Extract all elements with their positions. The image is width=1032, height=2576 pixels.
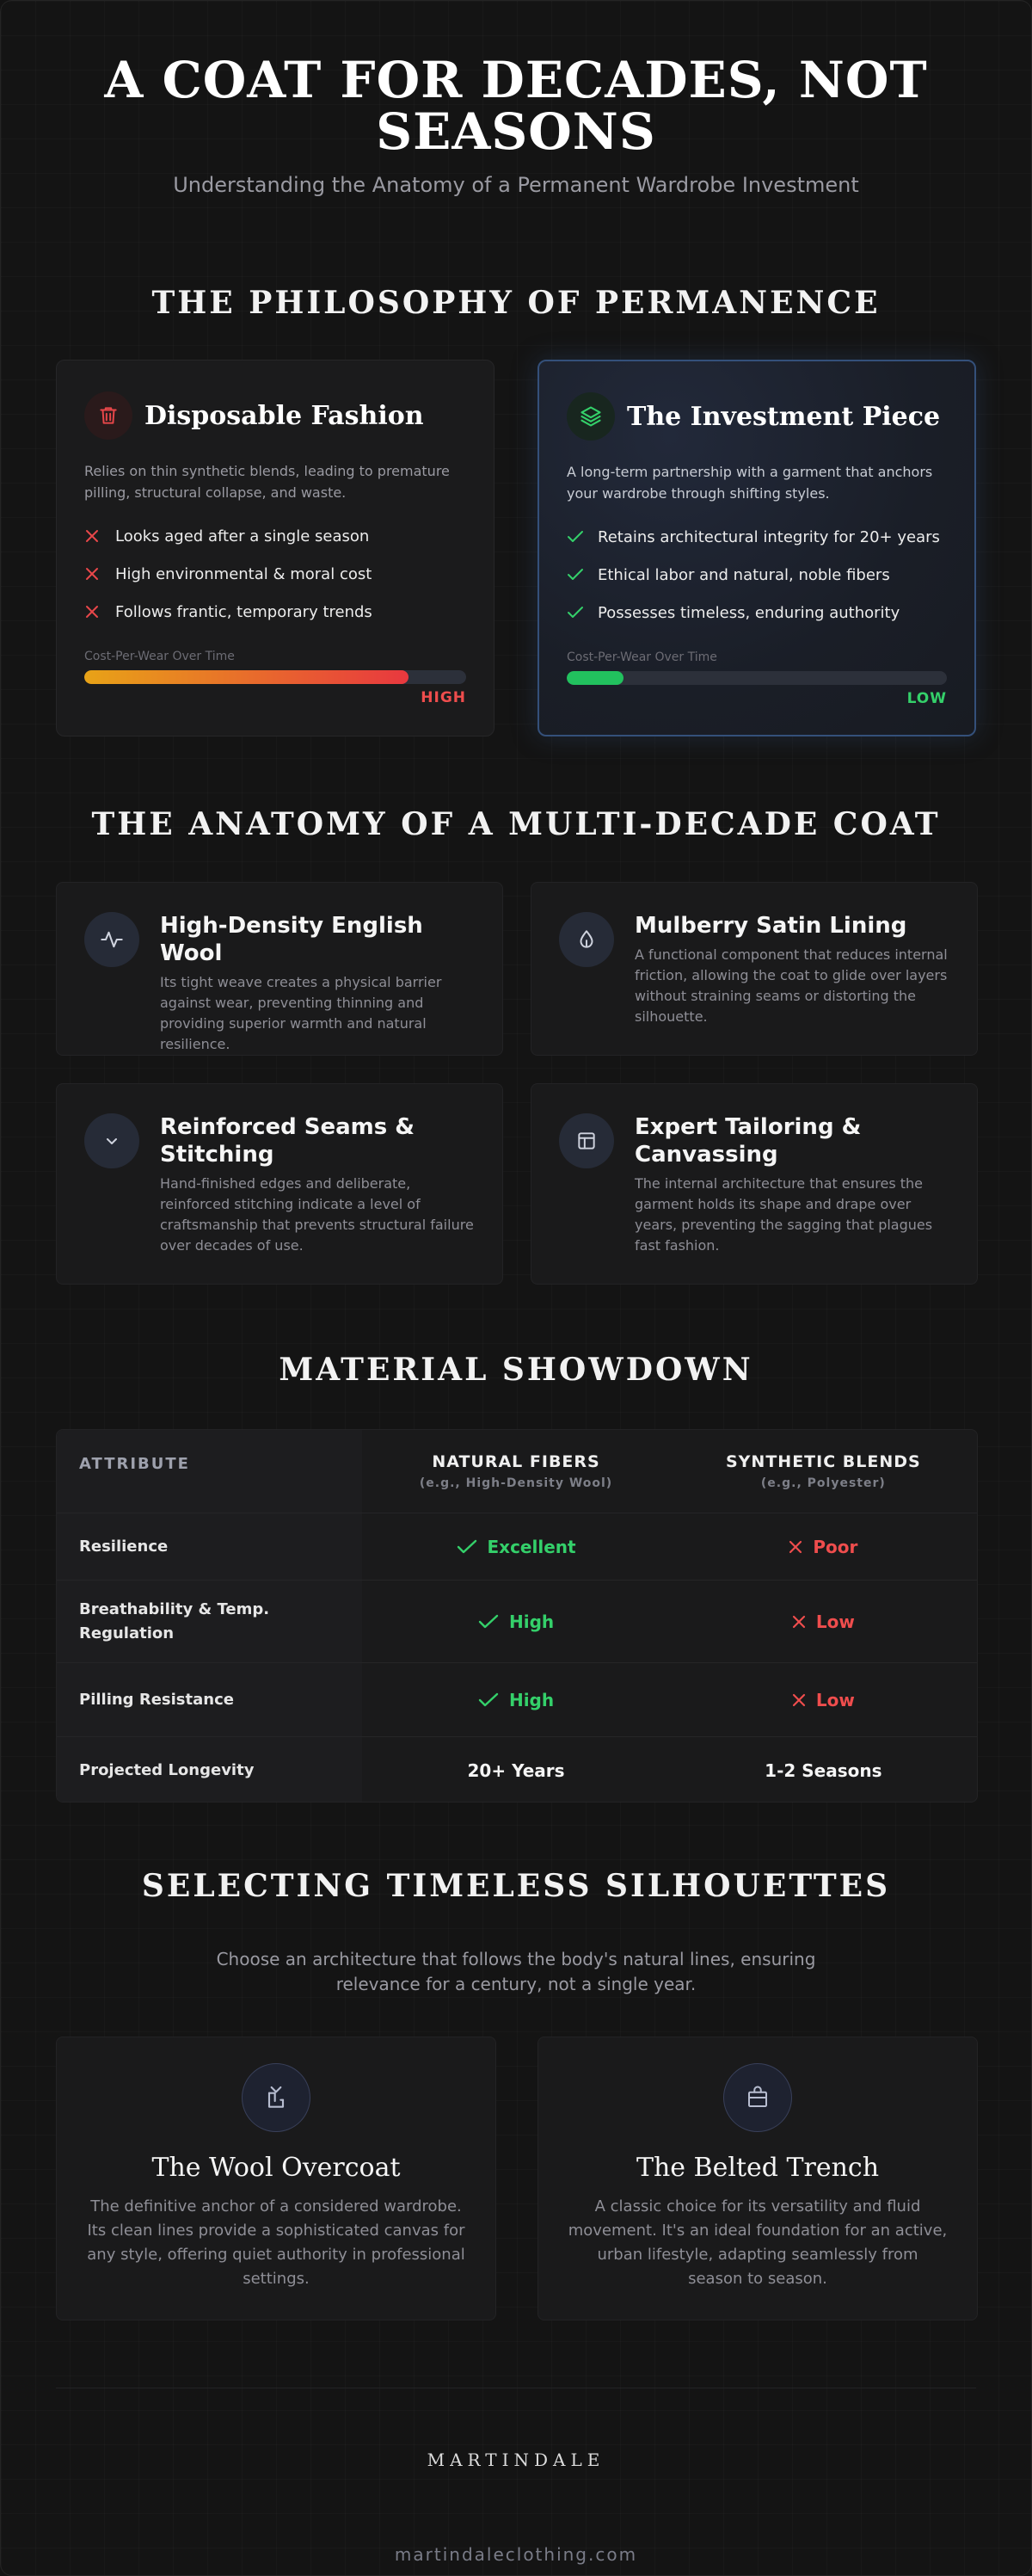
- list-item: Looks aged after a single season: [84, 517, 466, 555]
- coat-icon: [242, 2063, 310, 2132]
- x-icon: [792, 1615, 806, 1629]
- table-row: Projected Longevity 20+ Years 1-2 Seasons: [57, 1736, 977, 1803]
- showdown-section-title: MATERIAL SHOWDOWN: [279, 1352, 753, 1388]
- natural-value: High: [508, 1611, 555, 1632]
- check-icon: [457, 1539, 477, 1555]
- anatomy-section-title: THE ANATOMY OF A MULTI-DECADE COAT: [91, 806, 941, 842]
- synthetic-value: Low: [815, 1611, 855, 1632]
- card-description: A long-term partnership with a garment that anchors your wardrobe through shifting styles.: [567, 464, 933, 502]
- synthetic-value: Low: [815, 1689, 855, 1710]
- meter-label: Cost-Per-Wear Over Time: [84, 650, 235, 663]
- layers-icon: [567, 392, 615, 441]
- investment-piece-card: [538, 360, 976, 736]
- anatomy-card-wool: [56, 882, 503, 1056]
- meter-value: HIGH: [421, 689, 466, 706]
- list-item: Retains architectural integrity for 20+ years: [567, 518, 947, 556]
- natural-value: Excellent: [487, 1536, 576, 1557]
- anatomy-title: High-Density English Wool: [160, 913, 423, 966]
- cost-per-wear-meter: [84, 670, 466, 684]
- meter-label: Cost-Per-Wear Over Time: [567, 650, 717, 664]
- silhouette-title: The Wool Overcoat: [151, 2153, 401, 2183]
- pulse-icon: [84, 912, 139, 967]
- silhouette-card-overcoat: [56, 2037, 496, 2320]
- anatomy-card-seams: [56, 1083, 503, 1285]
- page-title: A COAT FOR DECADES, NOT SEASONS: [104, 51, 928, 161]
- silhouettes-intro: Choose an architecture that follows the body's natural lines, ensuring relevance for a century, not a single year.: [216, 1949, 816, 1994]
- card-title: Disposable Fashion: [144, 400, 424, 431]
- card-description: Relies on thin synthetic blends, leading to premature pilling, structural collapse, and waste.: [84, 463, 450, 501]
- silhouette-title: The Belted Trench: [636, 2153, 880, 2183]
- list-item: High environmental & moral cost: [84, 555, 466, 593]
- material-comparison-table: [56, 1429, 978, 1803]
- header-synthetic: SYNTHETIC BLENDS (e.g., Polyester): [725, 1452, 921, 1490]
- anatomy-card-lining: [531, 882, 978, 1056]
- meter-value: LOW: [906, 690, 947, 707]
- silhouette-card-trench: [538, 2037, 978, 2320]
- chevron-down-icon: [84, 1113, 139, 1168]
- anatomy-card-tailoring: [531, 1083, 978, 1285]
- x-icon: [84, 566, 115, 582]
- table-row: Pilling Resistance High Low: [57, 1662, 977, 1736]
- anatomy-description: The internal architecture that ensures the garment holds its shape and drape over years, preventing the sagging that plagues fast fashion.: [635, 1175, 933, 1254]
- header-natural: NATURAL FIBERS (e.g., High-Density Wool): [419, 1452, 613, 1490]
- card-title: The Investment Piece: [627, 401, 941, 432]
- x-icon: [792, 1693, 806, 1707]
- check-icon: [478, 1692, 499, 1708]
- page-subtitle: Understanding the Anatomy of a Permanent Wardrobe Investment: [173, 173, 859, 197]
- meter-fill: [567, 671, 624, 685]
- check-icon: [567, 530, 598, 544]
- anatomy-title: Mulberry Satin Lining: [635, 913, 907, 939]
- synthetic-value: 1-2 Seasons: [765, 1759, 882, 1781]
- philosophy-section-title: THE PHILOSOPHY OF PERMANENCE: [151, 285, 881, 321]
- cost-per-wear-meter: [567, 671, 947, 685]
- layout-icon: [559, 1113, 614, 1168]
- list-item: Possesses timeless, enduring authority: [567, 594, 947, 632]
- check-icon: [567, 606, 598, 619]
- droplet-icon: [559, 912, 614, 967]
- check-icon: [478, 1614, 499, 1630]
- x-icon: [84, 604, 115, 619]
- table-row: Breathability & Temp. Regulation High Low: [57, 1580, 977, 1662]
- meter-fill: [84, 670, 408, 684]
- natural-value: 20+ Years: [467, 1759, 565, 1781]
- anatomy-description: A functional component that reduces internal friction, allowing the coat to glide over layers without straining seams or distorting the silhouette.: [635, 946, 948, 1025]
- synthetic-value: Poor: [813, 1536, 858, 1557]
- x-icon: [84, 528, 115, 544]
- list-item: Follows frantic, temporary trends: [84, 593, 466, 631]
- anatomy-description: Hand-finished edges and deliberate, reinforced stitching indicate a level of craftsmanship that prevents structural failure over decades of use.: [160, 1175, 474, 1254]
- anatomy-title: Expert Tailoring & Canvassing: [635, 1114, 862, 1168]
- silhouette-description: A classic choice for its versatility and fluid movement. It's an ideal foundation for an active, urban lifestyle, adapting seamlessly from season to season.: [568, 2197, 948, 2288]
- investment-points-list: [567, 518, 947, 632]
- natural-value: High: [508, 1689, 555, 1710]
- website-link[interactable]: martindaleclothing.com: [394, 2544, 638, 2565]
- list-item: Ethical labor and natural, noble fibers: [567, 556, 947, 594]
- anatomy-title: Reinforced Seams & Stitching: [160, 1114, 415, 1168]
- table-header-row: [57, 1430, 977, 1513]
- brand-name: MARTINDALE: [427, 2450, 605, 2470]
- trash-icon: [84, 391, 132, 440]
- silhouette-description: The definitive anchor of a considered wardrobe. Its clean lines provide a sophisticated canvas for any style, offering quiet authority in professional settings.: [87, 2197, 465, 2288]
- silhouettes-section-title: SELECTING TIMELESS SILHOUETTES: [141, 1868, 891, 1904]
- anatomy-description: Its tight weave creates a physical barrier against wear, preventing thinning and providing superior warmth and natural resilience.: [160, 974, 442, 1052]
- disposable-points-list: [84, 517, 466, 631]
- disposable-fashion-card: [56, 360, 494, 736]
- check-icon: [567, 568, 598, 582]
- header-attribute: ATTRIBUTE: [79, 1455, 190, 1473]
- bag-icon: [723, 2063, 792, 2132]
- table-row: Resilience Excellent Poor: [57, 1513, 977, 1580]
- x-icon: [789, 1540, 802, 1554]
